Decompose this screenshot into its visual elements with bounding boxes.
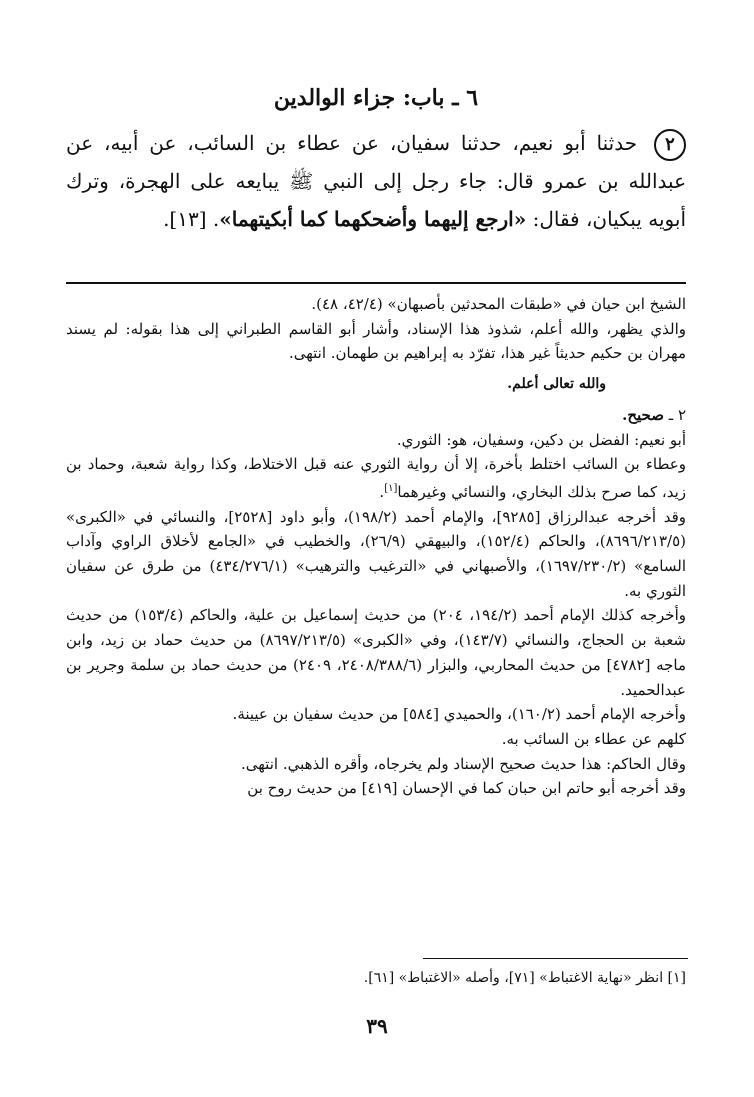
note-line: الشيخ ابن حيان في «طبقات المحدثين بأصبهان» (٤٢/٤، ٤٨). [311, 295, 686, 313]
main-text-block [66, 78, 686, 238]
item-marker: ٢ ـ [668, 405, 686, 424]
page-number: ٣٩ [366, 1014, 388, 1038]
hadith-body: حدثنا أبو نعيم، حدثنا سفيان، عن عطاء بن السائب، عن أبيه، عن عبدالله بن عمرو قال: جاء رجل إلى النبي ﷺ يبايعه على الهجرة، وترك أبويه يبكيان، فقال: [66, 131, 686, 231]
item-heading [66, 403, 686, 428]
note-paragraph: وقال الحاكم: هذا حديث صحيح الإسناد ولم يخرجاه، وأقره الذهبي. انتهى. [241, 754, 686, 773]
footnote-ref: [١] [384, 482, 398, 494]
chapter-title: ٦ ـ باب: جزاء الوالدين [273, 85, 479, 111]
commentary-notes [66, 292, 686, 801]
hadith-tail: . [١٣]. [163, 207, 220, 231]
grading-label: صحيح. [622, 405, 664, 424]
prophet-words: «ارجع إليهما وأضحكهما كما أبكيتهما» [219, 207, 527, 231]
section-divider [66, 282, 686, 284]
note-line: والذي يظهر، والله أعلم، شذوذ هذا الإسناد، وأشار أبو القاسم الطبراني إلى هذا بقوله: لم يسند مهران بن حكيم حديثاً غير هذا، تفرّد به إبراهيم بن طهمان. انتهى. [66, 319, 686, 363]
note-paragraph: وقد أخرجه عبدالرزاق [٩٢٨٥]، والإمام أحمد (١٩٨/٢)، وأبو داود [٢٥٢٨]، والنسائي في «الكبرى» (٨٦٩٦/٢١٣/٥)، والحاكم (١٥٢/٤)، والبيهقي (٢٦/٩)، والخطيب في «الجامع لأخلاق الراوي وآداب السامع» (١٦٩٧/٢٣٠/٢)، والأصبهاني في «الترغيب والترهيب» (٤٣٤/٢٧٦/١) من طرق عن سفيان الثوري به. [66, 507, 686, 600]
note-paragraph: كلهم عن عطاء بن السائب به. [501, 729, 686, 748]
note-paragraph: أبو نعيم: الفضل بن دكين، وسفيان، هو: الثوري. [396, 430, 686, 449]
footnote: [١] انظر «نهاية الاغتباط» [٧١]، وأصله «الاغتباط» [٦١]. [363, 970, 686, 986]
note-paragraph: وعطاء بن السائب اختلط بأخرة، إلا أن رواية الثوري عنه قبل الاختلاط، وكذا رواية شعبة، وحماد بن زيد، كما صرح بذلك البخاري، والنسائي وغيرهما[١]. [66, 455, 686, 501]
hadith-number-circle: ٢ [654, 129, 686, 161]
closing-phrase: والله تعالى أعلم. [507, 376, 606, 393]
note-paragraph: وأخرجه الإمام أحمد (١٦٠/٢)، والحميدي [٥٨٤] من حديث سفيان بن عيينة. [232, 705, 686, 724]
note-paragraph: وأخرجه كذلك الإمام أحمد (١٩٤/٢، ٢٠٤) من حديث إسماعيل بن علية، والحاكم (١٥٣/٤) من حديث شعبة بن الحجاج، والنسائي (١٤٣/٧)، وفي «الكبرى» (٨٦٩٧/٢١٣/٥) من حديث حماد بن زيد، وابن ماجه [٤٧٨٢] من حديث المحاربي، والبزار (٢٤٠٨/٣٨٨/٦، ٢٤٠٩) من حديث حماد بن سلمة وجرير بن عبدالحميد. [66, 606, 687, 699]
hadith-text [66, 124, 686, 238]
footnote-divider [423, 958, 688, 959]
note-paragraph: وقد أخرجه أبو حاتم ابن حبان كما في الإحسان [٤١٩] من حديث روح بن [247, 779, 686, 798]
